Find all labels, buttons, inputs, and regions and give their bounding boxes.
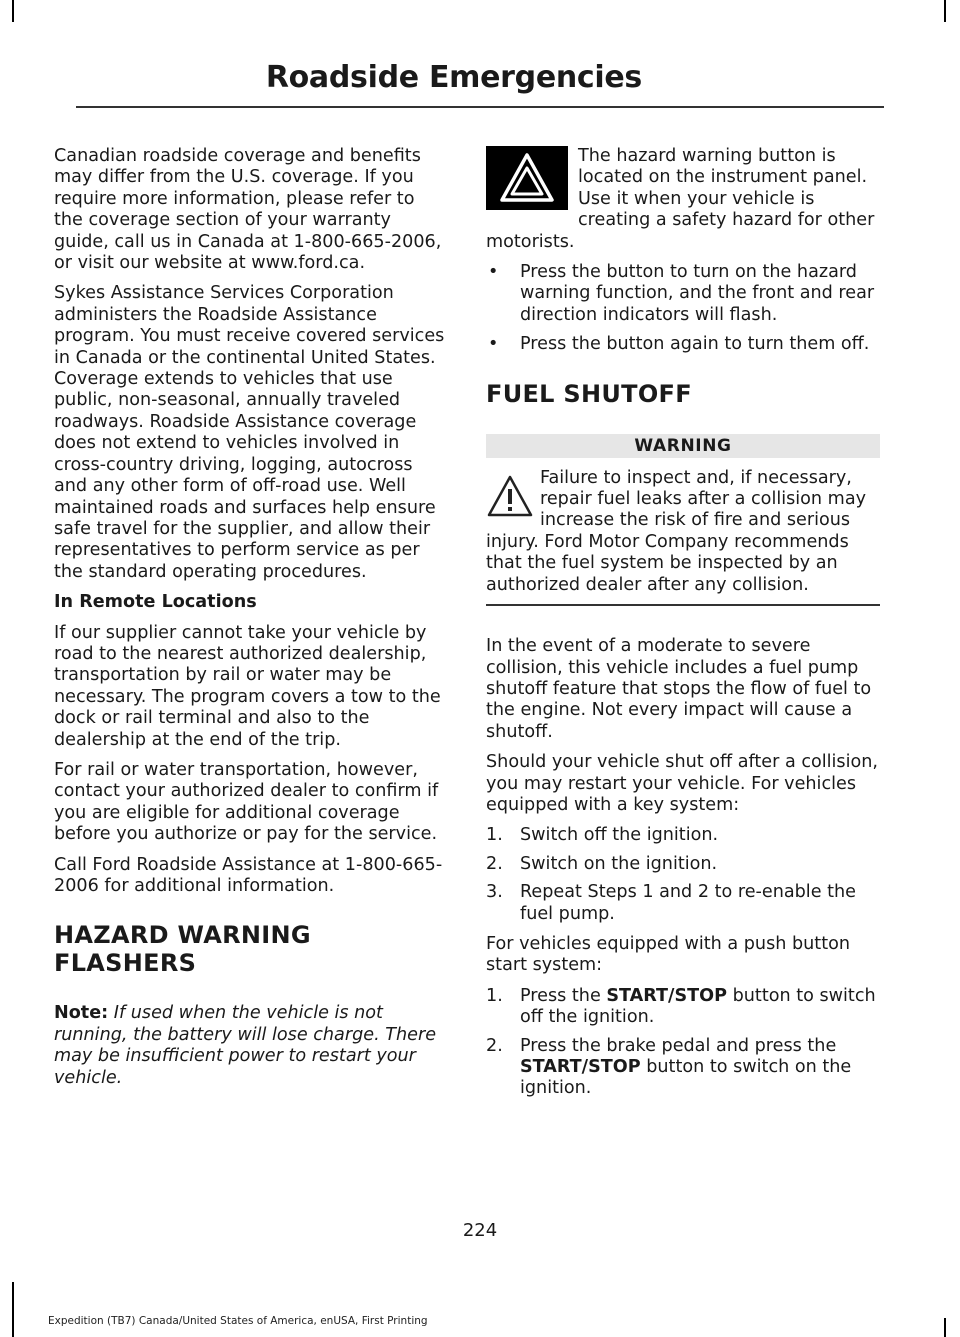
left-column (54, 146, 448, 1098)
key-system-steps (486, 825, 880, 925)
paragraph: For vehicles equipped with a push button start system: (486, 933, 851, 976)
hazard-text: The hazard warning button is located on the instrument panel. Use it when your vehicle is creating a safety hazard for other motorists. (486, 146, 875, 252)
subheading: In Remote Locations (54, 592, 257, 613)
paragraph: Sykes Assistance Services Corporation administers the Roadside Assistance program. You must receive covered services in Canada or the continental United States. Coverage extends to vehicles that use public, non-seasonal, annually traveled roadways. Roadside Assistance coverage does not extend to vehicles involved in cross-country driving, logging, autocross and any other form of off-road use. Well maintained roads and surfaces help ensure safe travel for the supplier, and allow their representatives to perform service as per the standard operating procedures. (54, 283, 445, 582)
step-text-pre: Press the (520, 985, 607, 1006)
paragraph: In the event of a moderate to severe collision, this vehicle includes a fuel pump shutoff feature that stops the flow of fuel to the engine. Not every impact will cause a shutoff. (486, 636, 872, 742)
crop-mark (12, 1282, 14, 1337)
warning-text: Failure to inspect and, if necessary, repair fuel leaks after a collision may increase the risk of fire and serious injury. Ford Motor Company recommends that the fuel system be inspected by an authorized dealer after any collision. (486, 467, 867, 595)
bullet-mark: • (488, 262, 499, 283)
paragraph: Call Ford Roadside Assistance at 1-800-665-2006 for additional information. (54, 854, 443, 896)
crop-mark (944, 1318, 946, 1337)
step-number: 3. (486, 882, 503, 903)
section-heading: HAZARD WARNING FLASHERS (54, 921, 311, 978)
crop-mark (944, 0, 946, 22)
step-text-pre: Press the brake pedal and press the (520, 1035, 837, 1056)
step-text-post: button to switch off the ignition. (520, 985, 876, 1028)
step-number: 1. (486, 825, 503, 846)
hazard-bullets (486, 262, 880, 356)
list-item (486, 1036, 880, 1100)
section-heading: FUEL SHUTOFF (486, 379, 692, 408)
step-number: 1. (486, 985, 503, 1006)
list-item-text: Press the button again to turn them off. (520, 334, 870, 355)
header-rule (76, 106, 884, 108)
list-item (486, 882, 880, 925)
step-text: Switch on the ignition. (520, 853, 718, 874)
step-text-post: button to switch on the ignition. (520, 1057, 852, 1099)
note-label: Note: (54, 1003, 109, 1024)
warning-body (486, 468, 880, 596)
note (54, 1003, 448, 1089)
page-title: Roadside Emergencies (265, 60, 642, 95)
footer-text: Expedition (TB7) Canada/United States of America, enUSA, First Printing (48, 1315, 428, 1327)
warning-rule (486, 604, 880, 606)
list-item (486, 825, 880, 846)
start-stop-label: START/STOP (520, 1057, 641, 1077)
note-text: If used when the vehicle is not running, the battery will lose charge. There may be insufficient power to restart your vehicle. (54, 1003, 437, 1088)
step-number: 2. (486, 1035, 503, 1056)
hazard-warning-icon (486, 146, 568, 210)
hazard-block (486, 146, 880, 253)
list-item-text: Press the button to turn on the hazard warning function, and the front and rear direction indicators will flash. (520, 262, 875, 325)
list-item (486, 854, 880, 875)
step-text: Switch off the ignition. (520, 825, 719, 846)
page-number: 224 (462, 1220, 498, 1241)
paragraph: For rail or water transportation, however, contact your authorized dealer to confirm if you are eligible for additional coverage before you authorize or pay for the service. (54, 759, 439, 845)
warning-triangle-icon (486, 472, 534, 520)
warning-box (486, 434, 880, 606)
start-stop-label: START/STOP (606, 985, 728, 1006)
warning-title: WARNING (486, 434, 880, 458)
paragraph: If our supplier cannot take your vehicle by road to the nearest authorized dealership, transportation by rail or water may be necessary. The program covers a tow to the dock or rail terminal and also to the dealership at the end of the trip. (54, 622, 441, 750)
paragraph: Canadian roadside coverage and benefits may differ from the U.S. coverage. If you require more information, please refer to the coverage section of your warranty guide, call us in Canada at 1-800-665-2006, or visit our website at www.ford.ca. (54, 146, 442, 274)
crop-mark (12, 0, 14, 22)
push-button-steps (486, 986, 880, 1100)
list-item (486, 986, 880, 1029)
list-item (486, 334, 880, 355)
paragraph: Should your vehicle shut off after a collision, you may restart your vehicle. For vehicles equipped with a key system: (486, 752, 878, 815)
bullet-mark: • (488, 334, 499, 355)
right-column (486, 146, 880, 1109)
step-text: Repeat Steps 1 and 2 to re-enable the fuel pump. (520, 882, 856, 924)
list-item (486, 262, 880, 326)
step-number: 2. (486, 853, 503, 874)
